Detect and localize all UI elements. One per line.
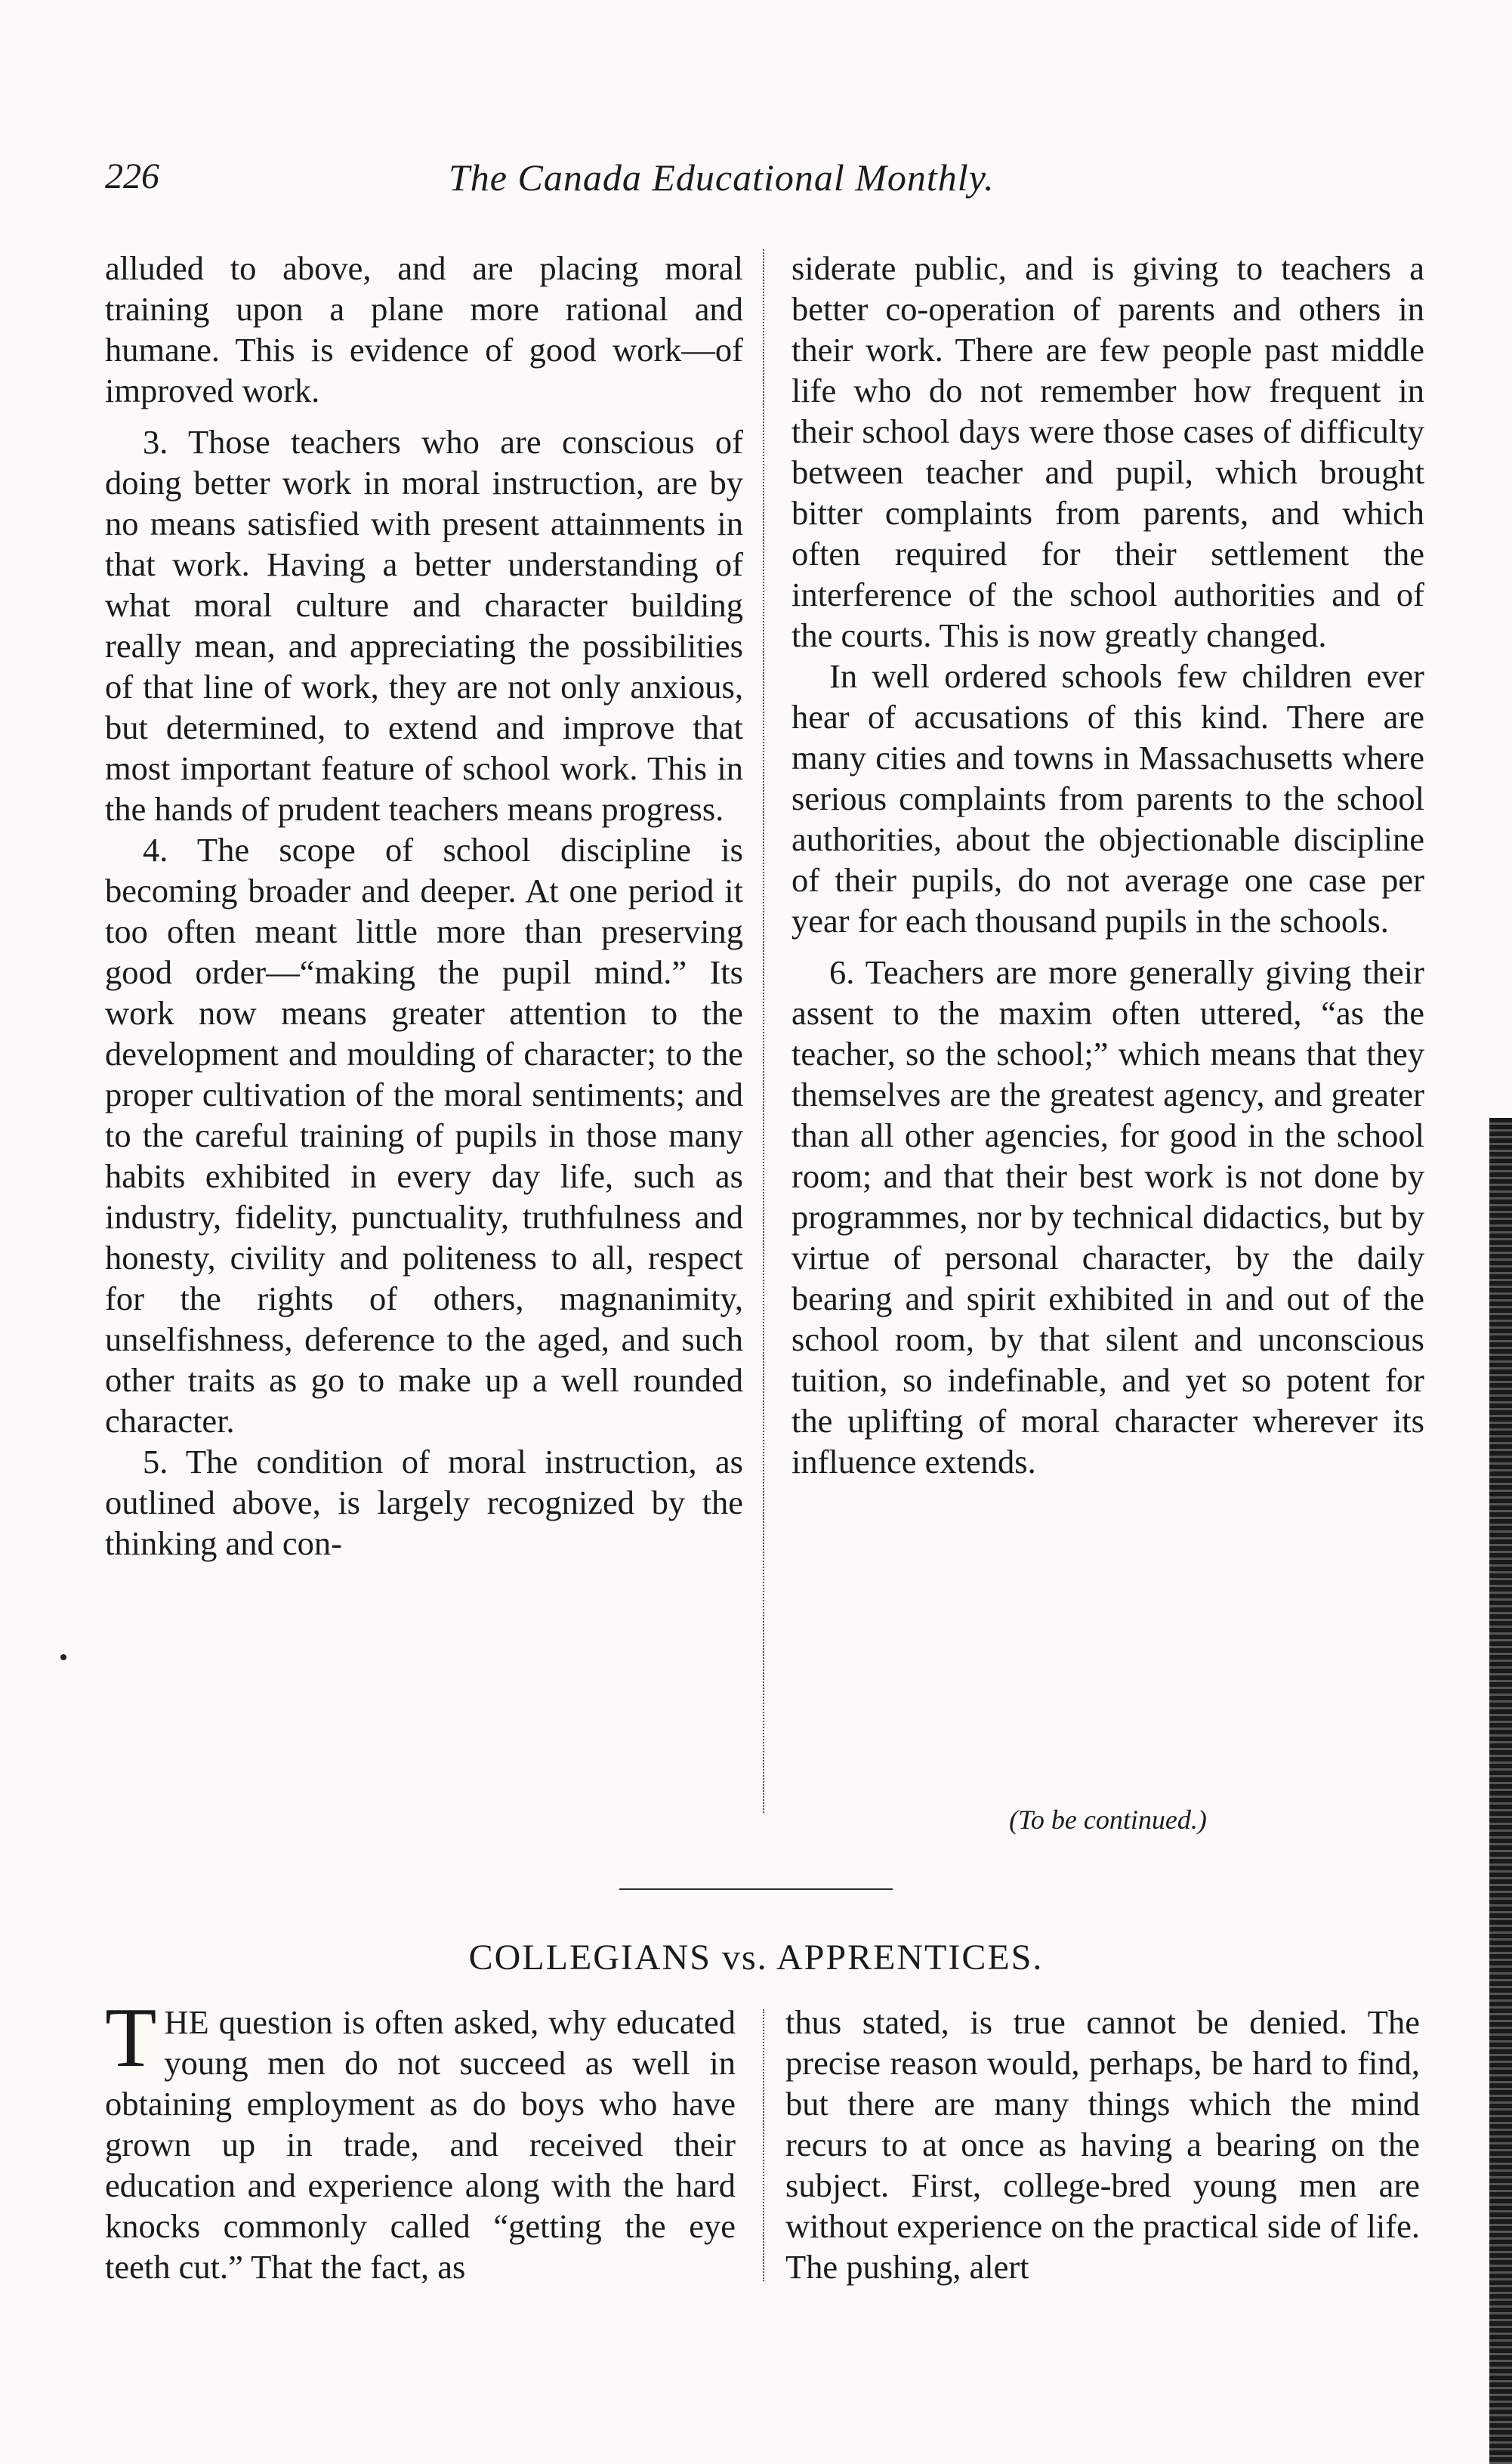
running-title: The Canada Educational Monthly. bbox=[449, 156, 995, 199]
column-divider bbox=[763, 249, 764, 1813]
ink-speck bbox=[60, 1654, 66, 1660]
article-title: COLLEGIANS vs. APPRENTICES. bbox=[468, 1938, 1044, 1978]
paragraph bbox=[105, 1991, 736, 2287]
paragraph: alluded to above, and are placing moral training upon a plane more rational and humane. This is evidence of good work—of improved work. bbox=[105, 249, 743, 409]
column-divider bbox=[763, 2009, 764, 2281]
article2-left-column bbox=[105, 1991, 736, 2287]
article1-left-column bbox=[105, 248, 743, 1564]
paragraph: In well ordered schools few children ever hear of accusations of this kind. There are many cities and towns in Massachusetts where serious complaints from parents to the school authorities, about the objectionable discipline of their pupils, do not average one case per year for each thousand pupils in the schools. bbox=[791, 657, 1424, 940]
paragraph: 3. Those teachers who are conscious of doing better work in moral instruction, are by no means satisfied with present attainments in that work. Having a better understanding of what moral culture and character building really mean, and appreciating the possibilities of that line of work, they are not only anxious, but determined, to extend and improve that most important feature of school work. This in the hands of prudent teachers means progress. bbox=[105, 423, 743, 828]
paragraph: siderate public, and is giving to teachers a better co-operation of parents and others in their work. There are few people past middle life who do not remember how frequent in their school days were those cases of difficulty between teacher and pupil, which brought bitter complaints from parents, and which often required for their settlement the interference of the school authorities and of the courts. This is now greatly changed. bbox=[791, 249, 1424, 654]
paragraph: 6. Teachers are more generally giving their assent to the maxim often uttered, “as the teacher, so the school;” which means that they themselves are the greatest agency, and greater than all other agencies, for good in the school room; and that their best work is not done by programmes, nor by technical didactics, but by virtue of personal character, by the daily bearing and spirit exhibited in and out of the school room, by that silent and unconscious tuition, so indefinable, and yet so potent for the uplifting of moral character wherever its influence extends. bbox=[791, 953, 1424, 1481]
continued-note: (To be continued.) bbox=[1009, 1805, 1207, 1835]
binding-edge bbox=[1489, 1118, 1512, 2464]
drop-cap: T bbox=[105, 1991, 157, 2085]
article1-right-column bbox=[791, 248, 1424, 1482]
page-number: 226 bbox=[105, 156, 159, 196]
paragraph-text: HE question is often asked, why educated young men do not succeed as well in obtaining employment as do boys who have grown up in trade, and received their education and experience along with the hard knocks commonly called “getting the eye teeth cut.” That the fact, as bbox=[105, 2003, 736, 2286]
paragraph: 5. The condition of moral instruction, as outlined above, is largely recognized by the thinking and con- bbox=[105, 1443, 743, 1562]
article2-right-column bbox=[785, 2002, 1420, 2287]
section-rule bbox=[619, 1888, 893, 1890]
paragraph: thus stated, is true cannot be denied. The precise reason would, perhaps, be hard to find, but there are many things which the mind recurs to at once as having a bearing on the subject. First, college-bred young men are without experience on the practical side of life. The pushing, alert bbox=[785, 2003, 1420, 2286]
paragraph: 4. The scope of school discipline is becoming broader and deeper. At one period it too often meant little more than preserving good order—“making the pupil mind.” Its work now means greater attention to the development and moulding of character; to the proper cultivation of the moral sentiments; and to the careful training of pupils in those many habits exhibited in every day life, such as industry, fidelity, punctuality, truthfulness and honesty, civility and politeness to all, respect for the rights of others, magnanimity, unselfishness, deference to the aged, and such other traits as go to make up a well rounded character. bbox=[105, 831, 743, 1440]
